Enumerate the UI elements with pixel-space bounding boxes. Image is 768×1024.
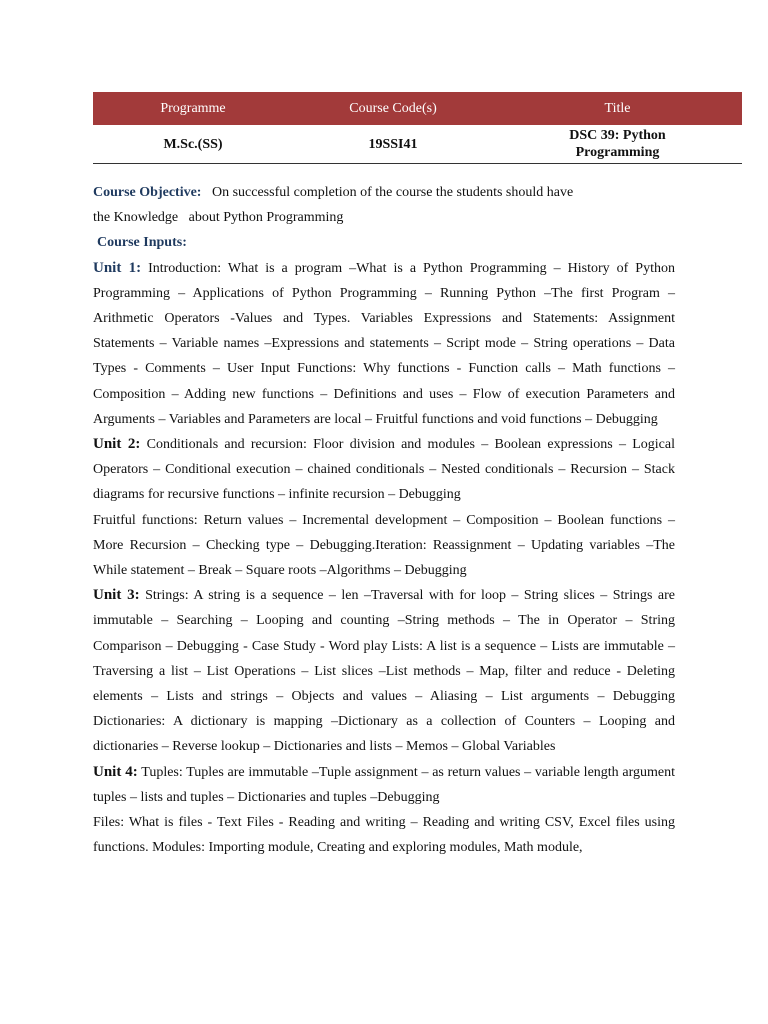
cell-course-code: 19SSI41 xyxy=(368,136,418,152)
cell-title xyxy=(493,125,742,164)
document-page xyxy=(93,92,675,860)
table-row xyxy=(93,125,742,164)
course-content xyxy=(93,180,675,860)
course-inputs-label: Course Inputs: xyxy=(97,235,187,251)
unit-4 xyxy=(93,760,675,810)
unit-4-extra: Files: What is files - Text Files - Reading and writing – Reading and writing CSV, Excel files using functions. Modules: Importing module, Creating and exploring modules, Math module, xyxy=(93,815,675,856)
cell-title-line1: DSC 39: Python xyxy=(569,128,666,143)
header-programme: Programme xyxy=(160,100,226,116)
unit-1-text: Introduction: What is a program –What is a Python Programming – History of Python Programming – Applications of Python Programming – Running Python –The first Program – Arithmetic Operators -Values and Types. Variables Expressions and Statements: Assignment Statements – Variable names –Expressions and statements – Script mode – String operations – Data Types - Comments – User Input Functions: Why functions - Function calls – Math functions – Composition – Adding new functions – Definitions and uses – Flow of execution Parameters and Arguments – Variables and Parameters are local – Fruitful functions and void functions – Debugging xyxy=(93,260,675,427)
unit-1 xyxy=(93,256,675,432)
unit-2 xyxy=(93,432,675,508)
unit-1-label: Unit 1: xyxy=(93,259,142,276)
unit-2-label: Unit 2: xyxy=(93,436,141,453)
objective-text-line2: the Knowledge about Python Programming xyxy=(93,210,344,226)
unit-3 xyxy=(93,583,675,759)
unit-3-label: Unit 3: xyxy=(93,587,140,604)
unit-2-extra: Fruitful functions: Return values – Incremental development – Composition – Boolean functions –More Recursion – Checking type – Debugging.Iteration: Reassignment – Updating variables –The While statement – Break – Square roots –Algorithms – Debugging xyxy=(93,512,675,579)
table-header-row xyxy=(93,92,742,125)
cell-title-line2: Programming xyxy=(575,145,660,160)
unit-4-text: Tuples: Tuples are immutable –Tuple assignment – as return values – variable length argument tuples – lists and tuples – Dictionaries and tuples –Debugging xyxy=(93,764,676,805)
course-info-table xyxy=(93,92,742,164)
header-title: Title xyxy=(604,100,631,116)
unit-3-text: Strings: A string is a sequence – len –Traversal with for loop – String slices – Strings are immutable – Searching – Looping and counting –String methods – The in Operator – String Comparison – Debugging - Case Study - Word play Lists: A list is a sequence – Lists are immutable –Traversing a list – List Operations – List slices –List methods – Map, filter and reduce - Deleting elements – Lists and strings – Objects and values – Aliasing – List arguments – Debugging Dictionaries: A dictionary is mapping –Dictionary as a collection of Counters – Looping and dictionaries – Reverse lookup – Dictionaries and lists – Memos – Global Variables xyxy=(93,588,675,755)
course-objective xyxy=(93,180,675,230)
objective-label: Course Objective: xyxy=(93,185,202,200)
header-course-code: Course Code(s) xyxy=(349,100,437,116)
objective-text-line1: On successful completion of the course the students should have xyxy=(211,185,574,200)
cell-programme: M.Sc.(SS) xyxy=(163,136,223,152)
unit-2-text: Conditionals and recursion: Floor division and modules – Boolean expressions – Logical Operators – Conditional execution – chained conditionals – Nested conditionals – Recursion – Stack diagrams for recursive functions – infinite recursion – Debugging xyxy=(93,437,675,503)
unit-4-label: Unit 4: xyxy=(93,763,138,780)
course-inputs-heading xyxy=(93,230,675,255)
